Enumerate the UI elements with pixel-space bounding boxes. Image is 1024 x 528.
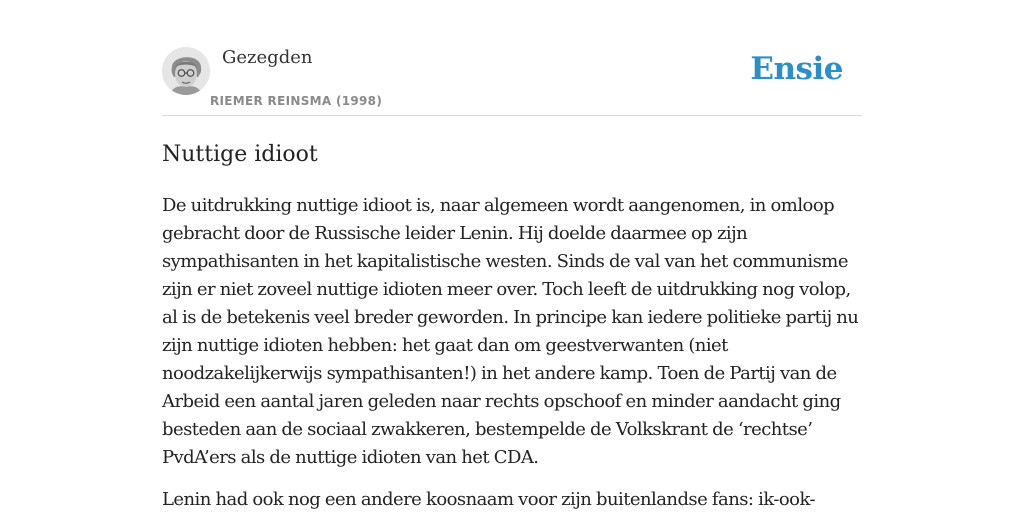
entry-header	[162, 0, 862, 116]
paragraph-line: Arbeid een aantal jaren geleden naar rechts opschoof en minder aandacht ging	[162, 391, 841, 412]
entry-title: Nuttige idioot	[162, 142, 318, 167]
author-label: RIEMER REINSMA (1998)	[210, 94, 383, 108]
entry-body	[162, 192, 862, 528]
paragraph-1	[162, 192, 862, 472]
author-portrait-icon	[162, 47, 210, 95]
paragraph-line: zijn er niet zoveel nuttige idioten meer over. Toch leeft de uitdrukking nog volop,	[162, 279, 851, 300]
paragraph-2	[162, 486, 862, 514]
author-avatar[interactable]	[162, 47, 210, 95]
paragraph-line: al is de betekenis veel breder geworden. In principe kan iedere politieke partij nu	[162, 307, 859, 328]
paragraph-line: PvdA’ers als de nuttige idioten van het CDA.	[162, 447, 539, 468]
paragraph-line: Lenin had ook nog een andere koosnaam voor zijn buitenlandse fans: ik-ook-	[162, 489, 816, 510]
entry-page	[162, 0, 862, 510]
paragraph-line: De uitdrukking nuttige idioot is, naar algemeen wordt aangenomen, in omloop	[162, 195, 835, 216]
paragraph-line: gebracht door de Russische leider Lenin. Hij doelde daarmee op zijn	[162, 223, 748, 244]
paragraph-line: sympathisanten in het kapitalistische westen. Sinds de val van het communisme	[162, 251, 848, 272]
source-title-link[interactable]: Gezegden	[222, 47, 313, 68]
paragraph-line: besteden aan de sociaal zwakkeren, bestempelde de Volkskrant de ‘rechtse’	[162, 419, 813, 440]
paragraph-line: noodzakelijkerwijs sympathisanten!) in het andere kamp. Toen de Partij van de	[162, 363, 837, 384]
ensie-logo[interactable]: Ensie	[750, 51, 843, 87]
paragraph-line: zijn nuttige idioten hebben: het gaat dan om geestverwanten (niet	[162, 335, 728, 356]
